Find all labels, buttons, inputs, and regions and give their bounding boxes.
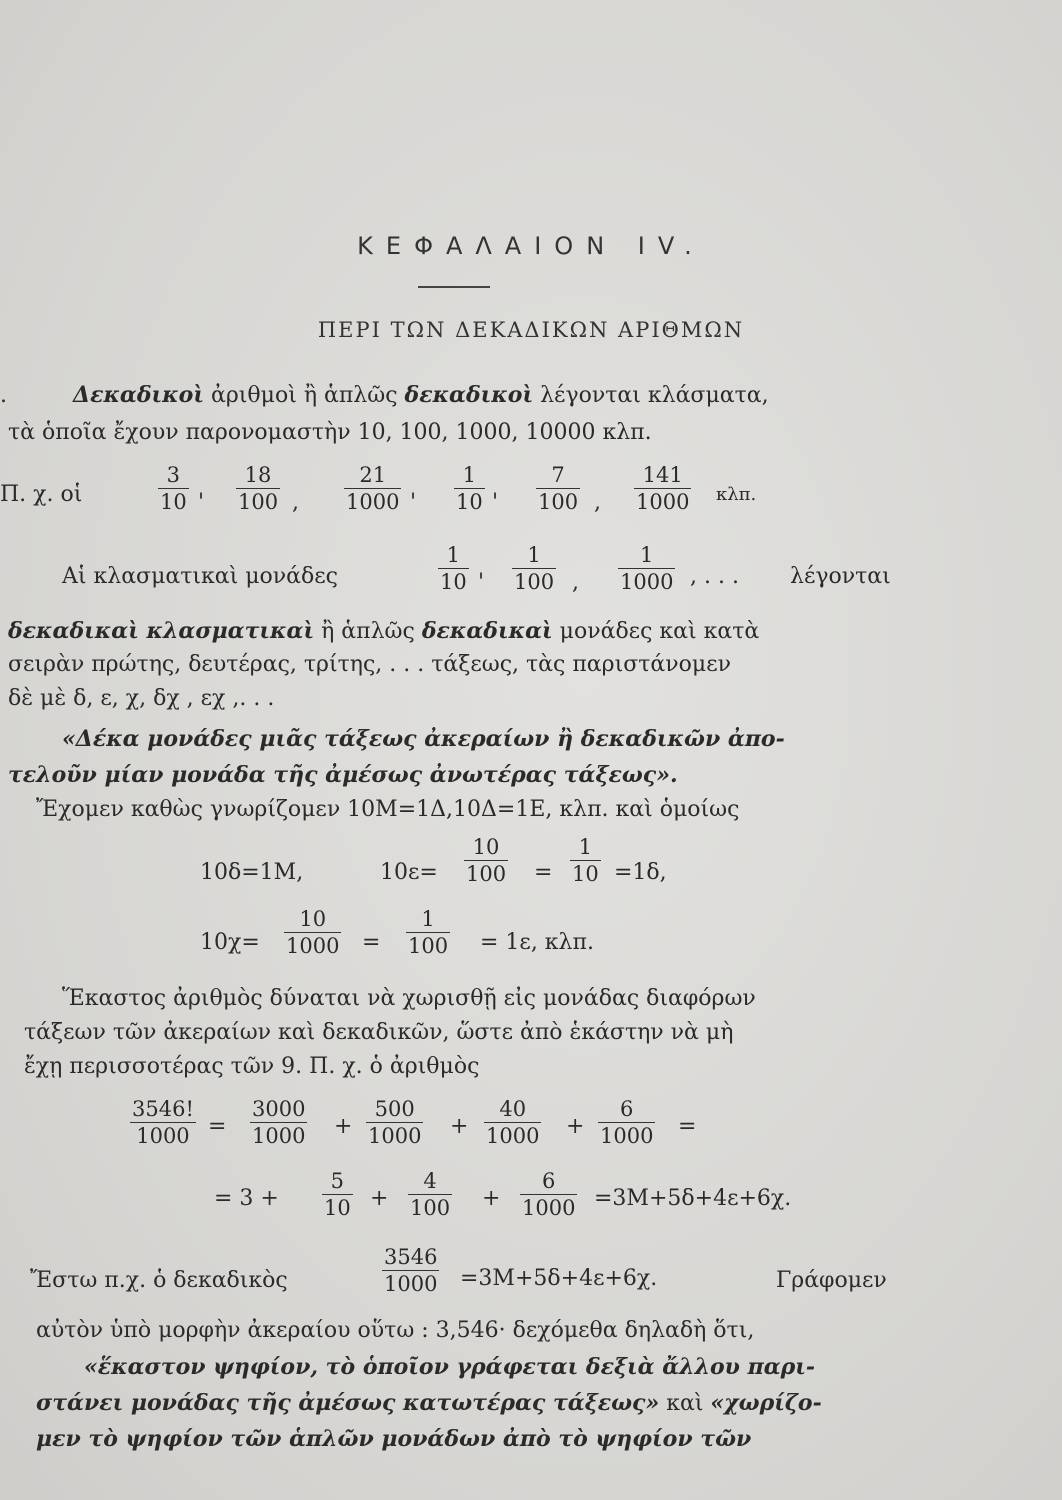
esto-fraction: $\frac{3546}{1000}$	[384, 1245, 438, 1296]
eq2-fraction: $\frac{1}{100}$	[408, 907, 449, 958]
fraction-sep: '	[198, 490, 205, 515]
fraction-sep: ,	[292, 490, 299, 515]
para3-line3: ἔχῃ περισσοτέρας τῶν 9. Π. χ. ὁ ἀριθμὸς	[24, 1054, 480, 1079]
eq2-fraction: $\frac{10}{1000}$	[286, 907, 340, 958]
eq4-fraction: $\frac{4}{100}$	[410, 1169, 451, 1220]
para3-line1: Ἕκαστος ἀριθμὸς δύναται νὰ χωρισθῇ εἰς μονάδας διαφόρων	[62, 986, 756, 1011]
esto-part: =3Μ+5δ+4ε+6χ.	[460, 1266, 658, 1291]
para4-line1: αὐτὸν ὑπὸ μορφὴν ἀκεραίου οὕτω : 3,546· δεχόμεθα δηλαδὴ ὅτι,	[36, 1318, 755, 1343]
para1-text-a: ἀριθμοὶ ἢ ἁπλῶς	[204, 383, 405, 408]
term-decimals: δεκαδικοὶ	[404, 382, 534, 408]
fraction-sep: '	[478, 570, 485, 595]
eq2-part: =	[362, 930, 381, 955]
eq2-part: 10χ=	[200, 930, 260, 955]
eq1-part: =	[534, 860, 553, 885]
example1-lead: Π. χ. οἱ	[0, 482, 83, 507]
eq4-fraction: $\frac{5}{10}$	[324, 1169, 351, 1220]
para4-text: καὶ	[659, 1391, 711, 1416]
para-marker: .	[0, 383, 7, 408]
have-line: Ἔχομεν καθὼς γνωρίζομεν 10Μ=1Δ,10Δ=1Ε, κλπ. καὶ ὁμοίως	[36, 797, 740, 822]
eq1-part: 10ε=	[380, 860, 438, 885]
para4-line3	[36, 1388, 822, 1419]
unit-fraction: $\frac{1}{10}$	[440, 543, 467, 594]
fraction-sep: '	[492, 490, 499, 515]
example1-fraction: $\frac{7}{100}$	[538, 463, 579, 514]
para1-text-b: λέγονται κλάσματα,	[533, 383, 769, 408]
eq3-part: =	[208, 1114, 227, 1139]
para2-line1	[8, 616, 759, 647]
eq4-part: =3Μ+5δ+4ε+6χ.	[594, 1186, 792, 1211]
eq3-fraction: $\frac{3000}{1000}$	[252, 1097, 306, 1148]
rule-quote-line2: τελοῦν μίαν μονάδα τῆς ἀμέσως ἀνωτέρας τάξεως».	[8, 762, 678, 788]
para2-text-b: μονάδες καὶ κατὰ	[552, 619, 760, 644]
fraction-sep: ,	[594, 490, 601, 515]
term-decimal: δεκαδικαὶ	[421, 618, 553, 644]
eq3-fraction: $\frac{3546!}{1000}$	[132, 1097, 194, 1148]
example1-fraction: $\frac{141}{1000}$	[636, 463, 690, 514]
fraction-sep: ,	[572, 570, 579, 595]
eq3-part: +	[334, 1114, 353, 1139]
unit-fraction: $\frac{1}{1000}$	[620, 543, 674, 594]
eq3-part: +	[566, 1114, 585, 1139]
eq1-fraction: $\frac{10}{100}$	[466, 835, 507, 886]
para2-line3: δὲ μὲ δ, ε, χ, δχ , εχ ,. . .	[8, 686, 275, 711]
example1-fraction: $\frac{18}{100}$	[238, 463, 279, 514]
example1-fraction: $\frac{1}{10}$	[456, 463, 483, 514]
eq4-part: +	[482, 1186, 501, 1211]
heading-rule	[418, 286, 490, 288]
fraction-sep: '	[410, 490, 417, 515]
para4-line2: «ἕκαστον ψηφίον, τὸ ὁποῖον γράφεται δεξιὰ ἄλλου παρι-	[84, 1354, 816, 1380]
example1-tail: κλπ.	[716, 484, 757, 505]
chapter-heading: ΚΕΦΑΛΑΙΟΝ IV.	[357, 232, 705, 260]
para1-line1	[0, 380, 769, 411]
esto-tail: Γράφομεν	[776, 1268, 887, 1293]
para2-text-a: ἢ ἁπλῶς	[314, 619, 422, 644]
term-decimal-fractional: δεκαδικαὶ κλασματικαὶ	[8, 618, 315, 644]
units-tail: λέγονται	[790, 564, 891, 589]
para4-line4: μεν τὸ ψηφίον τῶν ἁπλῶν μονάδων ἀπὸ τὸ ψηφίον τῶν	[36, 1426, 752, 1452]
eq3-fraction: $\frac{40}{1000}$	[486, 1097, 540, 1148]
para4-em: στάνει μονάδας τῆς ἀμέσως κατωτέρας τάξεως»	[36, 1390, 660, 1416]
para4-em2: «χωρίζο-	[710, 1390, 822, 1416]
para1-line2: τὰ ὁποῖα ἔχουν παρονομαστὴν 10, 100, 1000, 10000 κλπ.	[8, 420, 652, 445]
para2-line2: σειρὰν πρώτης, δευτέρας, τρίτης, . . . τάξεως, τὰς παριστάνομεν	[8, 652, 731, 677]
eq4-fraction: $\frac{6}{1000}$	[522, 1169, 576, 1220]
section-title: ΠΕΡΙ ΤΩΝ ΔΕΚΑΔΙΚΩΝ ΑΡΙΘΜΩΝ	[317, 318, 745, 342]
fraction-sep: , . . .	[690, 564, 739, 589]
units-lead: Αἱ κλασματικαὶ μονάδες	[62, 564, 338, 589]
eq3-part: =	[678, 1114, 697, 1139]
eq1-part: =1δ,	[614, 860, 667, 885]
rule-quote-line1: «Δέκα μονάδες μιᾶς τάξεως ἀκεραίων ἢ δεκαδικῶν ἀπο-	[62, 726, 785, 752]
eq2-part: = 1ε, κλπ.	[480, 930, 594, 955]
eq3-fraction: $\frac{6}{1000}$	[600, 1097, 654, 1148]
eq3-part: +	[450, 1114, 469, 1139]
esto-lead: Ἔστω π.χ. ὁ δεκαδικὸς	[30, 1268, 288, 1293]
example1-fraction: $\frac{21}{1000}$	[346, 463, 400, 514]
eq4-part: = 3 +	[214, 1186, 279, 1211]
eq4-part: +	[370, 1186, 389, 1211]
example1-fraction: $\frac{3}{10}$	[160, 463, 187, 514]
term-decimal-numbers: Δεκαδικοὶ	[73, 382, 204, 408]
para3-line2: τάξεων τῶν ἀκεραίων καὶ δεκαδικῶν, ὥστε ἀπὸ ἑκάστην νὰ μὴ	[24, 1020, 734, 1045]
eq1-part: 10δ=1Μ,	[200, 860, 304, 885]
eq1-fraction: $\frac{1}{10}$	[572, 835, 599, 886]
eq3-fraction: $\frac{500}{1000}$	[368, 1097, 422, 1148]
unit-fraction: $\frac{1}{100}$	[514, 543, 555, 594]
